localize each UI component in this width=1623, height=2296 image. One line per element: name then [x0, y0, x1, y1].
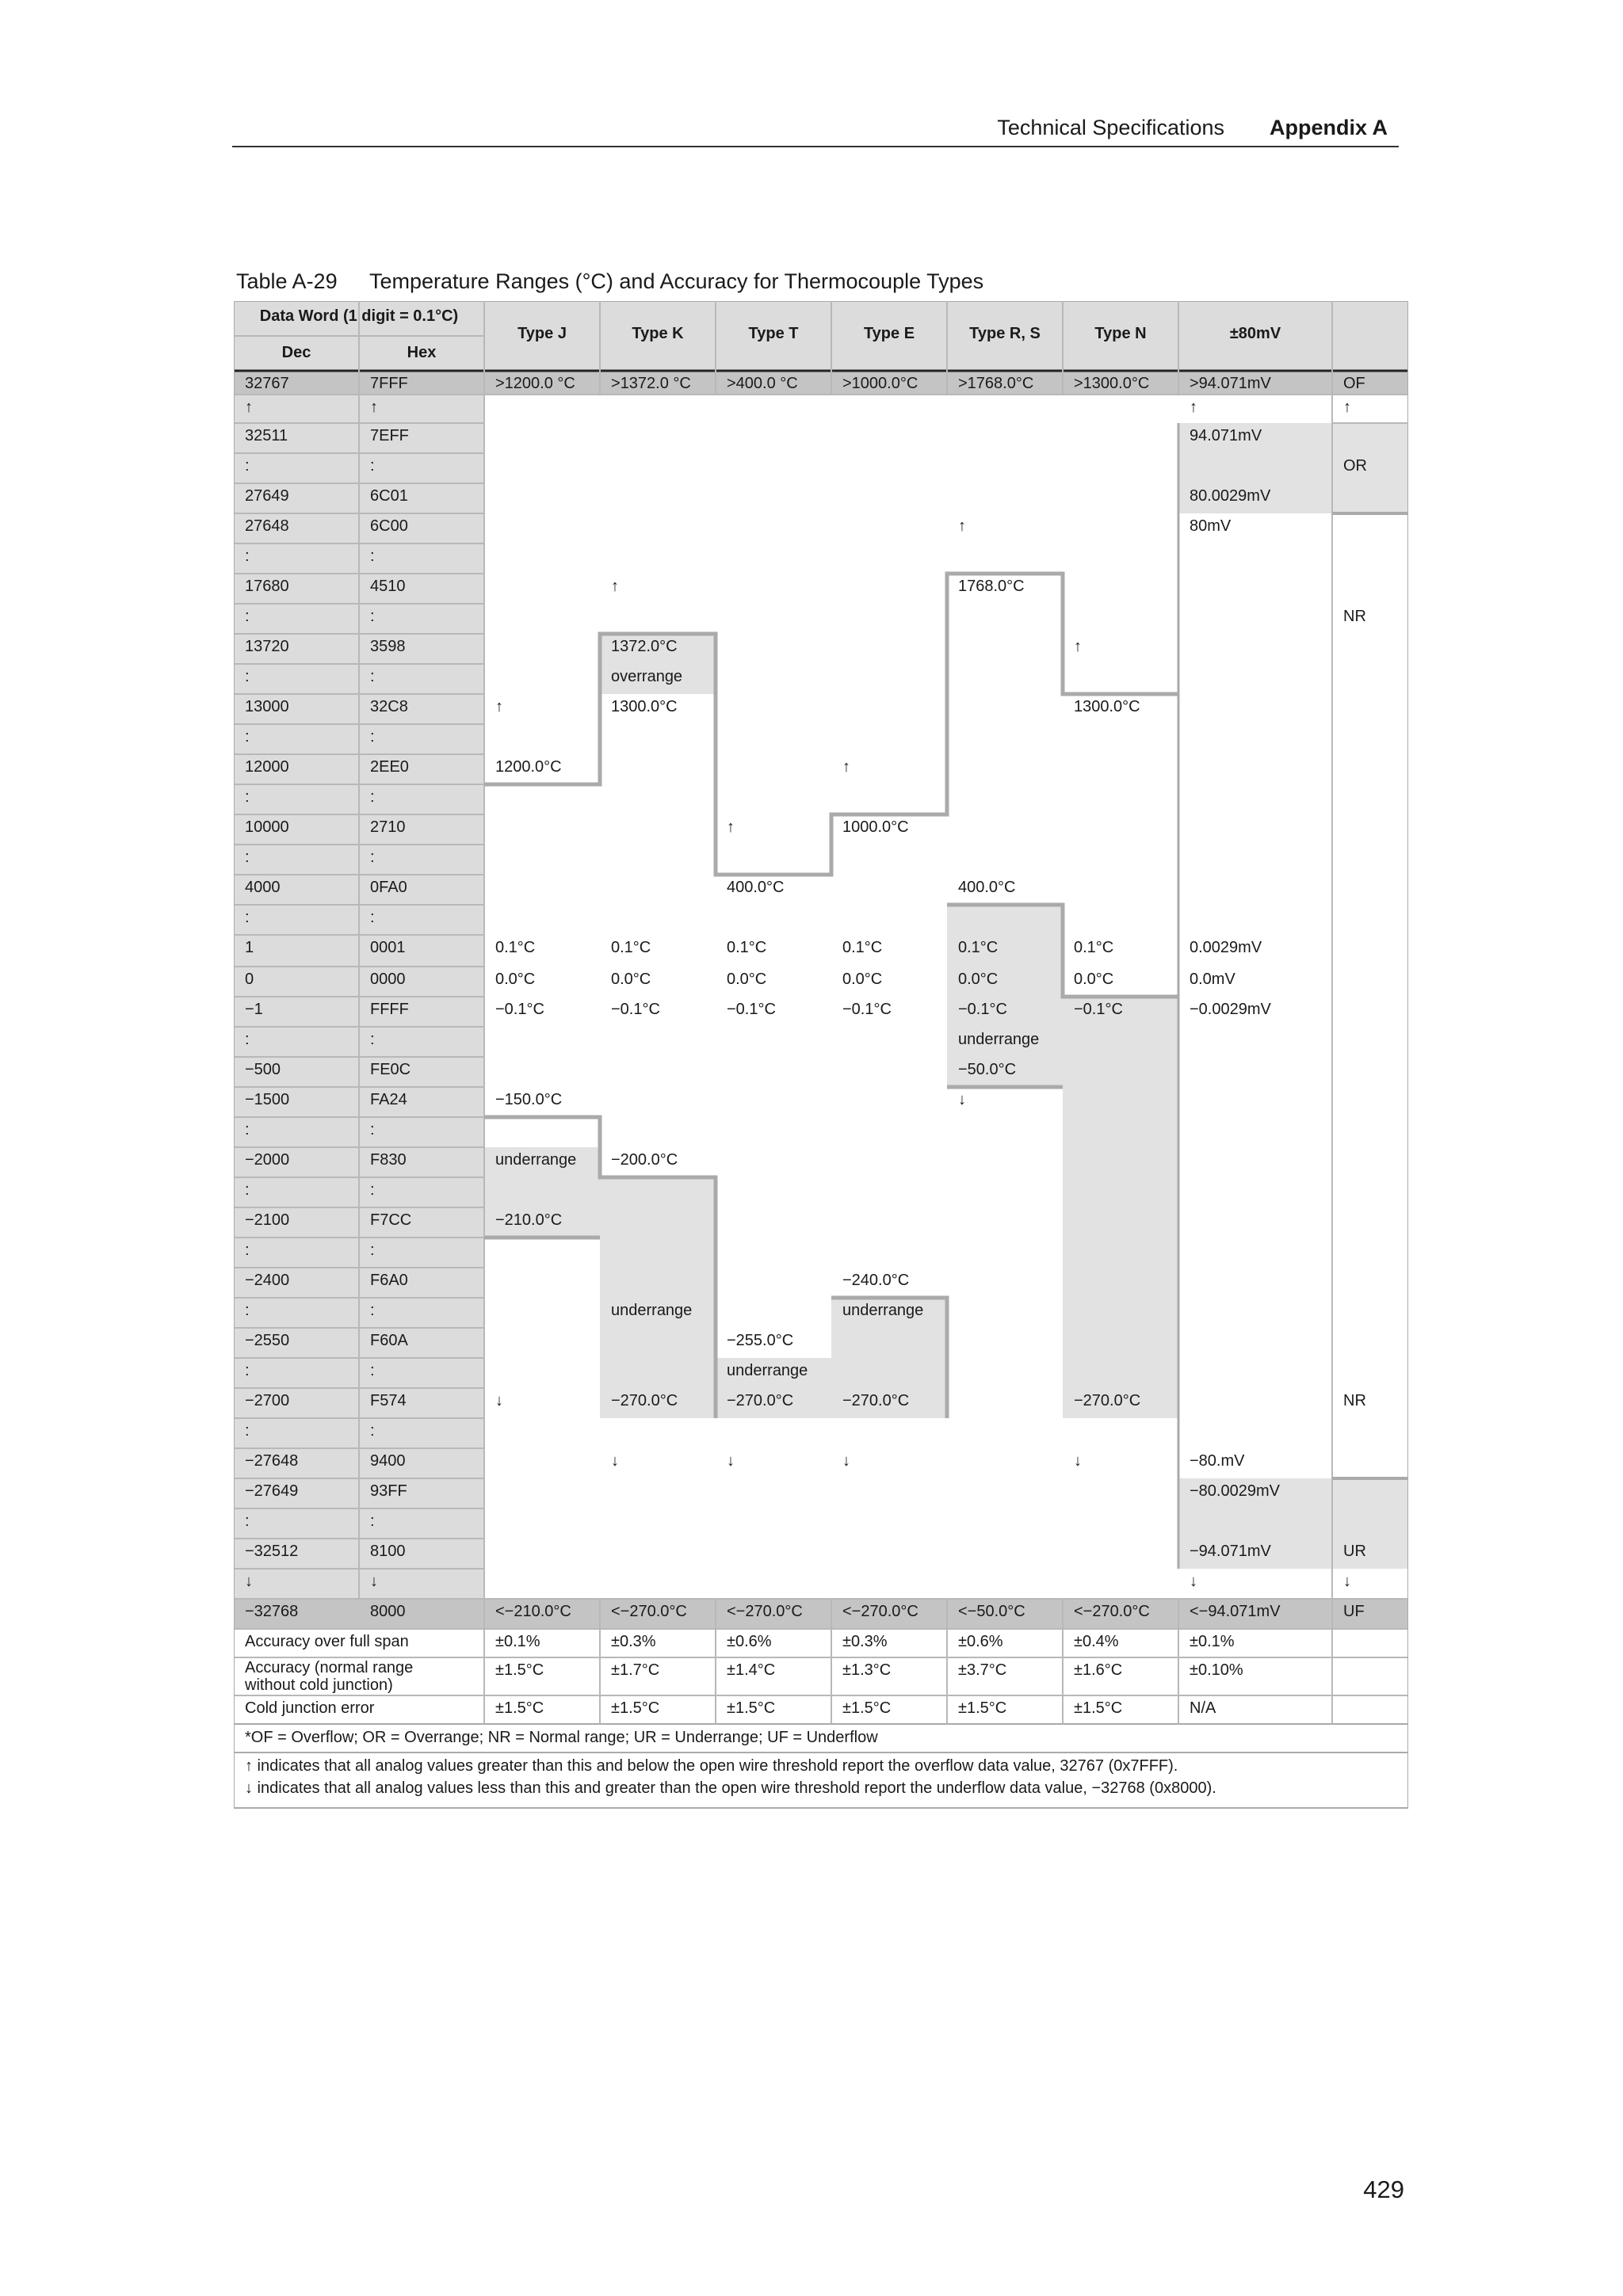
cell-mv80: −80.mV: [1190, 1452, 1245, 1470]
cell-type-rs: <−50.0°C: [958, 1603, 1025, 1620]
header-appendix: Appendix A: [1269, 116, 1388, 139]
cell-dec: −2550: [245, 1332, 290, 1349]
cell-type-e: −240.0°C: [842, 1272, 910, 1289]
cell-type-rs: −0.1°C: [958, 1001, 1007, 1018]
cell-type-e: 0.0°C: [842, 971, 883, 988]
cell-status: NR: [1343, 1392, 1366, 1409]
cell-dec: 32767: [245, 375, 289, 392]
cell-type-j: ±0.1%: [495, 1633, 540, 1650]
cell-type-n: ↓: [1074, 1452, 1082, 1470]
cell-mv80: −80.0029mV: [1190, 1482, 1280, 1500]
cell-dec: 27649: [245, 487, 289, 505]
cell-type-e: 1000.0°C: [842, 818, 909, 836]
page-header: [232, 114, 1399, 147]
cell-hex: 6C01: [370, 487, 408, 505]
cell-type-k: 1372.0°C: [611, 638, 678, 655]
cell-hex: 6C00: [370, 517, 408, 535]
temperature-ranges-table: [234, 301, 1408, 1875]
cell-status: ↑: [1343, 399, 1351, 416]
cell-type-t: <−270.0°C: [727, 1603, 803, 1620]
cell-status: ↓: [1343, 1573, 1351, 1590]
cell-type-j: −210.0°C: [495, 1211, 563, 1229]
cell-type-rs: ±3.7°C: [958, 1661, 1007, 1679]
typen-underrange-fill: [1063, 997, 1178, 1418]
cell-hex: :: [370, 1241, 375, 1259]
cell-type-e: −0.1°C: [842, 1001, 892, 1018]
cell-mv80: 0.0029mV: [1190, 939, 1262, 956]
cell-dec: −27649: [245, 1482, 299, 1500]
cell-type-rs: 0.1°C: [958, 939, 999, 956]
cell-type-k: <−270.0°C: [611, 1603, 687, 1620]
cell-type-e: ↑: [842, 758, 850, 776]
cell-hex: 0FA0: [370, 879, 407, 896]
cell-type-rs: ↓: [958, 1091, 966, 1108]
cell-dec: −2700: [245, 1392, 290, 1409]
page-number: 429: [1363, 2176, 1404, 2203]
cell-dec: :: [245, 1512, 250, 1530]
cell-type-e: <−270.0°C: [842, 1603, 918, 1620]
cell-type-e: 0.1°C: [842, 939, 883, 956]
cell-type-rs: 0.0°C: [958, 971, 999, 988]
cell-type-k: ±1.5°C: [611, 1699, 660, 1717]
cell-dec: 4000: [245, 879, 281, 896]
cell-type-n: ±1.6°C: [1074, 1661, 1123, 1679]
cell-mv80: −0.0029mV: [1190, 1001, 1271, 1018]
cell-dec: :: [245, 1422, 250, 1440]
group-header: Data Word (1 digit = 0.1°C): [259, 307, 459, 325]
cell-type-k: −200.0°C: [611, 1151, 678, 1169]
cell-mv80: ±0.10%: [1190, 1661, 1243, 1679]
cell-type-n: −0.1°C: [1074, 1001, 1123, 1018]
cell-hex: 2710: [370, 818, 406, 836]
cell-type-n: ↑: [1074, 638, 1082, 655]
cell-dec: :: [245, 1181, 250, 1199]
table-legend: *OF = Overflow; OR = Overrange; NR = Normal range; UR = Underrange; UF = Underflow: [245, 1729, 878, 1746]
cell-dec: :: [245, 668, 250, 685]
header-section-title: Technical Specifications: [997, 116, 1224, 139]
cell-dec: −32512: [245, 1543, 299, 1560]
cell-type-e: >1000.0°C: [842, 375, 918, 392]
cell-dec: :: [245, 728, 250, 746]
cell-dec: −1: [245, 1001, 263, 1018]
cell-dec: 0: [245, 971, 254, 988]
cell-dec: :: [245, 457, 250, 475]
cell-hex: F574: [370, 1392, 407, 1409]
cell-hex: 8000: [370, 1603, 406, 1620]
cell-type-e: ↓: [842, 1452, 850, 1470]
cell-dec: ↑: [245, 399, 253, 416]
cell-type-j: <−210.0°C: [495, 1603, 571, 1620]
cell-hex: 0001: [370, 939, 406, 956]
cell-mv80: <−94.071mV: [1190, 1603, 1281, 1620]
cell-type-k: underrange: [611, 1302, 693, 1319]
cell-type-t: ±1.5°C: [727, 1699, 776, 1717]
table-caption: [236, 269, 983, 294]
cell-type-j: ±1.5°C: [495, 1661, 544, 1679]
cell-type-k: >1372.0 °C: [611, 375, 691, 392]
cell-hex: F60A: [370, 1332, 408, 1349]
cell-dec: :: [245, 1031, 250, 1048]
cell-hex: 32C8: [370, 698, 408, 715]
cell-dec: Accuracy over full span: [245, 1633, 409, 1650]
cell-status: UR: [1343, 1543, 1366, 1560]
cell-hex: F830: [370, 1151, 407, 1169]
cell-mv80: 80mV: [1190, 517, 1232, 535]
cell-hex: :: [370, 547, 375, 565]
cell-type-e: ±1.3°C: [842, 1661, 892, 1679]
cell-type-t: >400.0 °C: [727, 375, 798, 392]
cell-dec: :: [245, 909, 250, 926]
cell-hex: 7FFF: [370, 375, 408, 392]
cell-dec: :: [245, 608, 250, 625]
cell-dec: 13000: [245, 698, 289, 715]
column-header-type-j: Type J: [517, 325, 567, 342]
cell-type-j: >1200.0 °C: [495, 375, 575, 392]
cell-mv80: 0.0mV: [1190, 971, 1235, 988]
cell-dec: −2400: [245, 1272, 290, 1289]
cell-mv80: ↓: [1190, 1573, 1197, 1590]
cell-type-j: ↑: [495, 698, 503, 715]
cell-dec: −2100: [245, 1211, 290, 1229]
cell-type-t: ±0.6%: [727, 1633, 772, 1650]
column-header-type-e: Type E: [863, 325, 915, 342]
cell-type-t: 400.0°C: [727, 879, 785, 896]
cell-type-j: 0.0°C: [495, 971, 536, 988]
cell-hex: :: [370, 1302, 375, 1319]
column-header-dec: Dec: [281, 344, 311, 361]
cell-type-j: ±1.5°C: [495, 1699, 544, 1717]
cell-type-k: ±0.3%: [611, 1633, 656, 1650]
cell-hex: :: [370, 1121, 375, 1138]
cell-type-t: ↓: [727, 1452, 735, 1470]
cell-mv80: 94.071mV: [1190, 427, 1262, 444]
cell-type-k: 1300.0°C: [611, 698, 678, 715]
cell-hex: :: [370, 728, 375, 746]
typek-underrange-fill: [600, 1177, 716, 1418]
cell-mv80: ↑: [1190, 399, 1197, 416]
cell-hex: :: [370, 1362, 375, 1379]
cell-status: NR: [1343, 608, 1366, 625]
cell-hex: 8100: [370, 1543, 406, 1560]
cell-status: OF: [1343, 375, 1365, 392]
cell-type-t: 0.0°C: [727, 971, 767, 988]
cell-dec: :: [245, 849, 250, 866]
table-title: Temperature Ranges (°C) and Accuracy for Thermocouple Types: [369, 269, 984, 293]
column-header-hex: Hex: [407, 344, 437, 361]
cell-mv80: N/A: [1190, 1699, 1216, 1717]
cell-hex: 4510: [370, 578, 406, 595]
cell-dec: 10000: [245, 818, 289, 836]
cell-type-j: ↓: [495, 1392, 503, 1409]
column-header-mv80: ±80mV: [1229, 325, 1281, 342]
cell-dec: Accuracy (normal range without cold junction): [245, 1659, 414, 1694]
cell-type-j: underrange: [495, 1151, 577, 1169]
cell-type-e: −270.0°C: [842, 1392, 910, 1409]
cell-type-n: 0.0°C: [1074, 971, 1114, 988]
cell-type-t: −0.1°C: [727, 1001, 776, 1018]
cell-hex: :: [370, 1181, 375, 1199]
cell-type-t: −270.0°C: [727, 1392, 794, 1409]
cell-hex: :: [370, 849, 375, 866]
cell-type-rs: underrange: [958, 1031, 1040, 1048]
cell-type-k: 0.0°C: [611, 971, 651, 988]
cell-type-rs: ±1.5°C: [958, 1699, 1007, 1717]
cell-type-j: 1200.0°C: [495, 758, 562, 776]
cell-status: OR: [1343, 457, 1367, 475]
cell-dec: 13720: [245, 638, 289, 655]
cell-hex: :: [370, 457, 375, 475]
cell-hex: :: [370, 909, 375, 926]
cell-hex: FFFF: [370, 1001, 409, 1018]
cell-type-k: ↓: [611, 1452, 619, 1470]
column-header-status: [1332, 325, 1408, 347]
cell-dec: :: [245, 1121, 250, 1138]
cell-dec: :: [245, 1362, 250, 1379]
cell-type-k: 0.1°C: [611, 939, 651, 956]
cell-type-e: underrange: [842, 1302, 924, 1319]
cell-type-k: ↑: [611, 578, 619, 595]
cell-hex: 93FF: [370, 1482, 407, 1500]
cell-type-rs: 1768.0°C: [958, 578, 1025, 595]
cell-dec: 17680: [245, 578, 289, 595]
cell-type-n: >1300.0°C: [1074, 375, 1150, 392]
cell-type-t: ±1.4°C: [727, 1661, 776, 1679]
note-overflow: ↑ indicates that all analog values greater than this and below the open wire threshold report the overflow data value, 32767 (0x7FFF).: [245, 1757, 1178, 1775]
table-number: Table A-29: [236, 269, 338, 293]
column-header-type-k: Type K: [632, 325, 684, 342]
cell-type-n: 1300.0°C: [1074, 698, 1140, 715]
cell-type-n: ±0.4%: [1074, 1633, 1119, 1650]
cell-dec: −1500: [245, 1091, 290, 1108]
cell-type-k: overrange: [611, 668, 683, 685]
cell-type-rs: >1768.0°C: [958, 375, 1034, 392]
cell-dec: −500: [245, 1061, 281, 1078]
cell-hex: 3598: [370, 638, 406, 655]
cell-type-n: ±1.5°C: [1074, 1699, 1123, 1717]
cell-type-rs: 400.0°C: [958, 879, 1016, 896]
cell-type-j: −0.1°C: [495, 1001, 544, 1018]
cell-hex: :: [370, 608, 375, 625]
cell-dec: 32511: [245, 427, 288, 444]
note-underflow: ↓ indicates that all analog values less than this and greater than the open wire threshold report the underflow data value, −32768 (0x8000).: [245, 1779, 1216, 1797]
cell-mv80: −94.071mV: [1190, 1543, 1271, 1560]
cell-hex: :: [370, 788, 375, 806]
cell-dec: 12000: [245, 758, 289, 776]
cell-dec: :: [245, 788, 250, 806]
cell-hex: 7EFF: [370, 427, 409, 444]
cell-dec: ↓: [245, 1573, 253, 1590]
cell-type-j: 0.1°C: [495, 939, 536, 956]
cell-type-rs: ±0.6%: [958, 1633, 1003, 1650]
cell-dec: −2000: [245, 1151, 290, 1169]
cell-hex: FE0C: [370, 1061, 411, 1078]
cell-mv80: 80.0029mV: [1190, 487, 1271, 505]
cell-dec: Cold junction error: [245, 1699, 375, 1717]
cell-hex: ↑: [370, 399, 378, 416]
cell-hex: ↓: [370, 1573, 378, 1590]
cell-mv80: ±0.1%: [1190, 1633, 1235, 1650]
cell-hex: 0000: [370, 971, 406, 988]
cell-dec: :: [245, 1302, 250, 1319]
cell-type-t: 0.1°C: [727, 939, 767, 956]
cell-dec: 27648: [245, 517, 289, 535]
cell-hex: :: [370, 1512, 375, 1530]
cell-type-n: −270.0°C: [1074, 1392, 1141, 1409]
cell-dec: 1: [245, 939, 254, 956]
cell-type-n: <−270.0°C: [1074, 1603, 1150, 1620]
cell-hex: F6A0: [370, 1272, 408, 1289]
cell-hex: :: [370, 1422, 375, 1440]
column-header-type-n: Type N: [1094, 325, 1147, 342]
cell-dec: :: [245, 547, 250, 565]
cell-hex: 9400: [370, 1452, 406, 1470]
column-header-type-t: Type T: [748, 325, 799, 342]
cell-hex: F7CC: [370, 1211, 412, 1229]
cell-hex: 2EE0: [370, 758, 409, 776]
cell-type-n: 0.1°C: [1074, 939, 1114, 956]
cell-type-k: −270.0°C: [611, 1392, 678, 1409]
cell-type-t: −255.0°C: [727, 1332, 794, 1349]
cell-type-t: underrange: [727, 1362, 808, 1379]
cell-dec: −27648: [245, 1452, 299, 1470]
cell-type-e: ±0.3%: [842, 1633, 888, 1650]
cell-type-t: ↑: [727, 818, 735, 836]
cell-type-j: −150.0°C: [495, 1091, 563, 1108]
cell-status: UF: [1343, 1603, 1365, 1620]
cell-dec: :: [245, 1241, 250, 1259]
column-header-type-rs: Type R, S: [969, 325, 1041, 342]
cell-dec: −32768: [245, 1603, 299, 1620]
cell-type-rs: ↑: [958, 517, 966, 535]
cell-hex: :: [370, 668, 375, 685]
cell-type-rs: −50.0°C: [958, 1061, 1017, 1078]
cell-hex: :: [370, 1031, 375, 1048]
cell-hex: FA24: [370, 1091, 407, 1108]
cell-type-k: −0.1°C: [611, 1001, 660, 1018]
cell-type-k: ±1.7°C: [611, 1661, 660, 1679]
cell-type-e: ±1.5°C: [842, 1699, 892, 1717]
cell-mv80: >94.071mV: [1190, 375, 1271, 392]
